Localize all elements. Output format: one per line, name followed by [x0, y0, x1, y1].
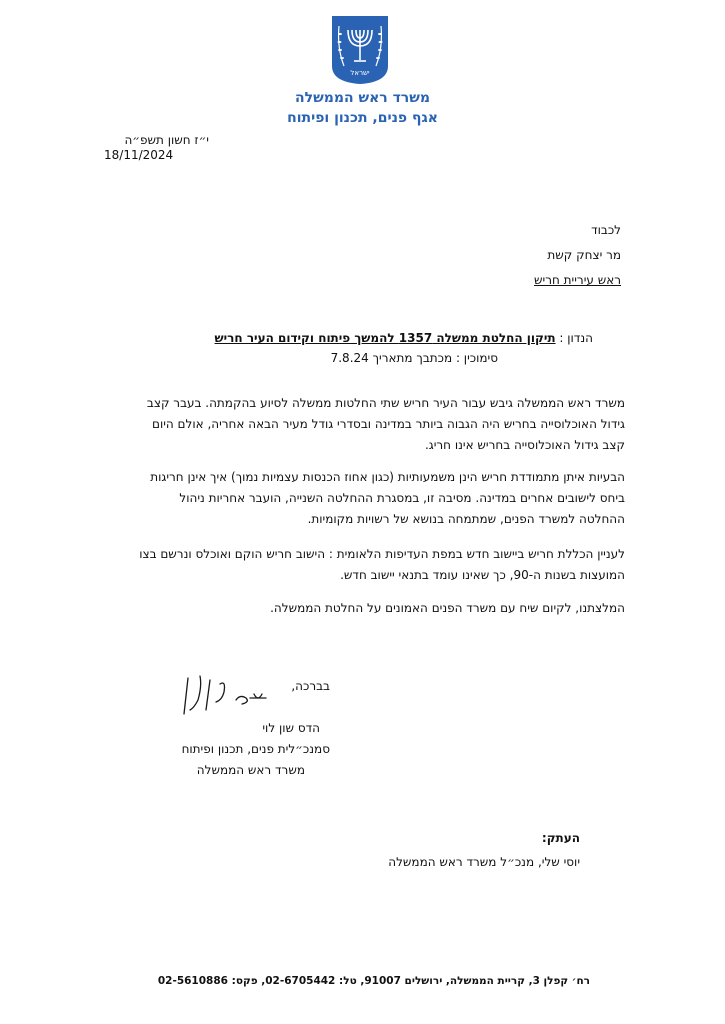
emblem-label: ישראל: [350, 69, 370, 77]
hebrew-date: י״ז חשון תשפ״ה: [124, 133, 209, 147]
signer-name: הדס שון לוי: [262, 721, 320, 735]
subject-block: [215, 328, 593, 368]
paragraph-line: המלצתנו, לקיום שיח עם משרד הפנים האמונים על החלטת הממשלה.: [270, 601, 625, 615]
state-emblem-icon: [330, 14, 390, 86]
signature-block: [150, 676, 330, 781]
paragraph-line: לעניין הכללת חריש ביישוב חדש במפת העדיפות הלאומית : הישוב חריש הוקם ואוכלס ונרשם בצו: [139, 547, 625, 561]
addressee-title: ראש עיריית חריש: [534, 273, 621, 287]
paragraph-line: המועצות בשנות ה-90, כך שאינו עומד בתנאי יישוב חדש.: [340, 568, 625, 582]
letterhead: [200, 88, 525, 128]
paragraph-2: [100, 467, 625, 530]
cc-block: [300, 826, 580, 874]
paragraph-line: ההחלטה למשרד הפנים, שמתמחה בנושא של רשויות מקומיות.: [307, 512, 625, 526]
paragraph-line: משרד ראש הממשלה גיבש עבור העיר חריש שתי החלטות ממשלה לסיוע בהקמתה. בעבר קצב: [146, 396, 625, 410]
paragraph-line: ביחס לישובים אחרים במדינה. מסיבה זו, במסגרת ההחלטה השנייה, הועבר אחריות ניהול: [179, 491, 625, 505]
gregorian-date: 18/11/2024: [104, 148, 174, 162]
paragraph-line: גידול האוכלוסייה בחריש היה הגבוה ביותר במדינה ובסדרי גודל מעיר הבאה אחריה, אולם היום: [151, 417, 625, 431]
addressee-name: מר יצחק קשת: [547, 248, 621, 262]
signer-role: סמנכ״לית פנים, תכנון ופיתוח: [181, 742, 330, 756]
subject-text: תיקון החלטת ממשלה 1357 להמשך פיתוח וקידום העיר חריש: [214, 331, 556, 345]
addressee-block: [534, 218, 621, 293]
paragraph-line: הבעיות איתן מתמודדת חריש הינן משמעותיות (כגון אחוז הכנסות עצמיות נמוך) איך אינן חריגות: [150, 470, 625, 484]
signer-office: משרד ראש הממשלה: [196, 763, 305, 777]
paragraph-4: [100, 598, 625, 619]
subject-reference: סימוכין : מכתבך מתאריך 7.8.24: [330, 351, 498, 365]
paragraph-3: [100, 544, 625, 586]
closing: בברכה,: [291, 679, 330, 693]
subject-label: הנדון :: [559, 331, 593, 345]
paragraph-line: קצב גידול האוכלוסייה בחריש אינו חריג.: [424, 438, 625, 452]
salutation: לכבוד: [591, 223, 621, 237]
ministry-name: משרד ראש הממשלה: [295, 90, 430, 106]
cc-recipient: יוסי שלי, מנכ״ל משרד ראש הממשלה: [388, 855, 580, 869]
department-name: אגף פנים, תכנון ופיתוח: [287, 110, 438, 126]
paragraph-1: [100, 393, 625, 456]
footer-address: רח׳ קפלן 3, קריית הממשלה, ירושלים 91007, טל: 02-6705442, פקס: 02-5610886: [157, 975, 590, 987]
cc-label: העתק:: [541, 831, 580, 845]
